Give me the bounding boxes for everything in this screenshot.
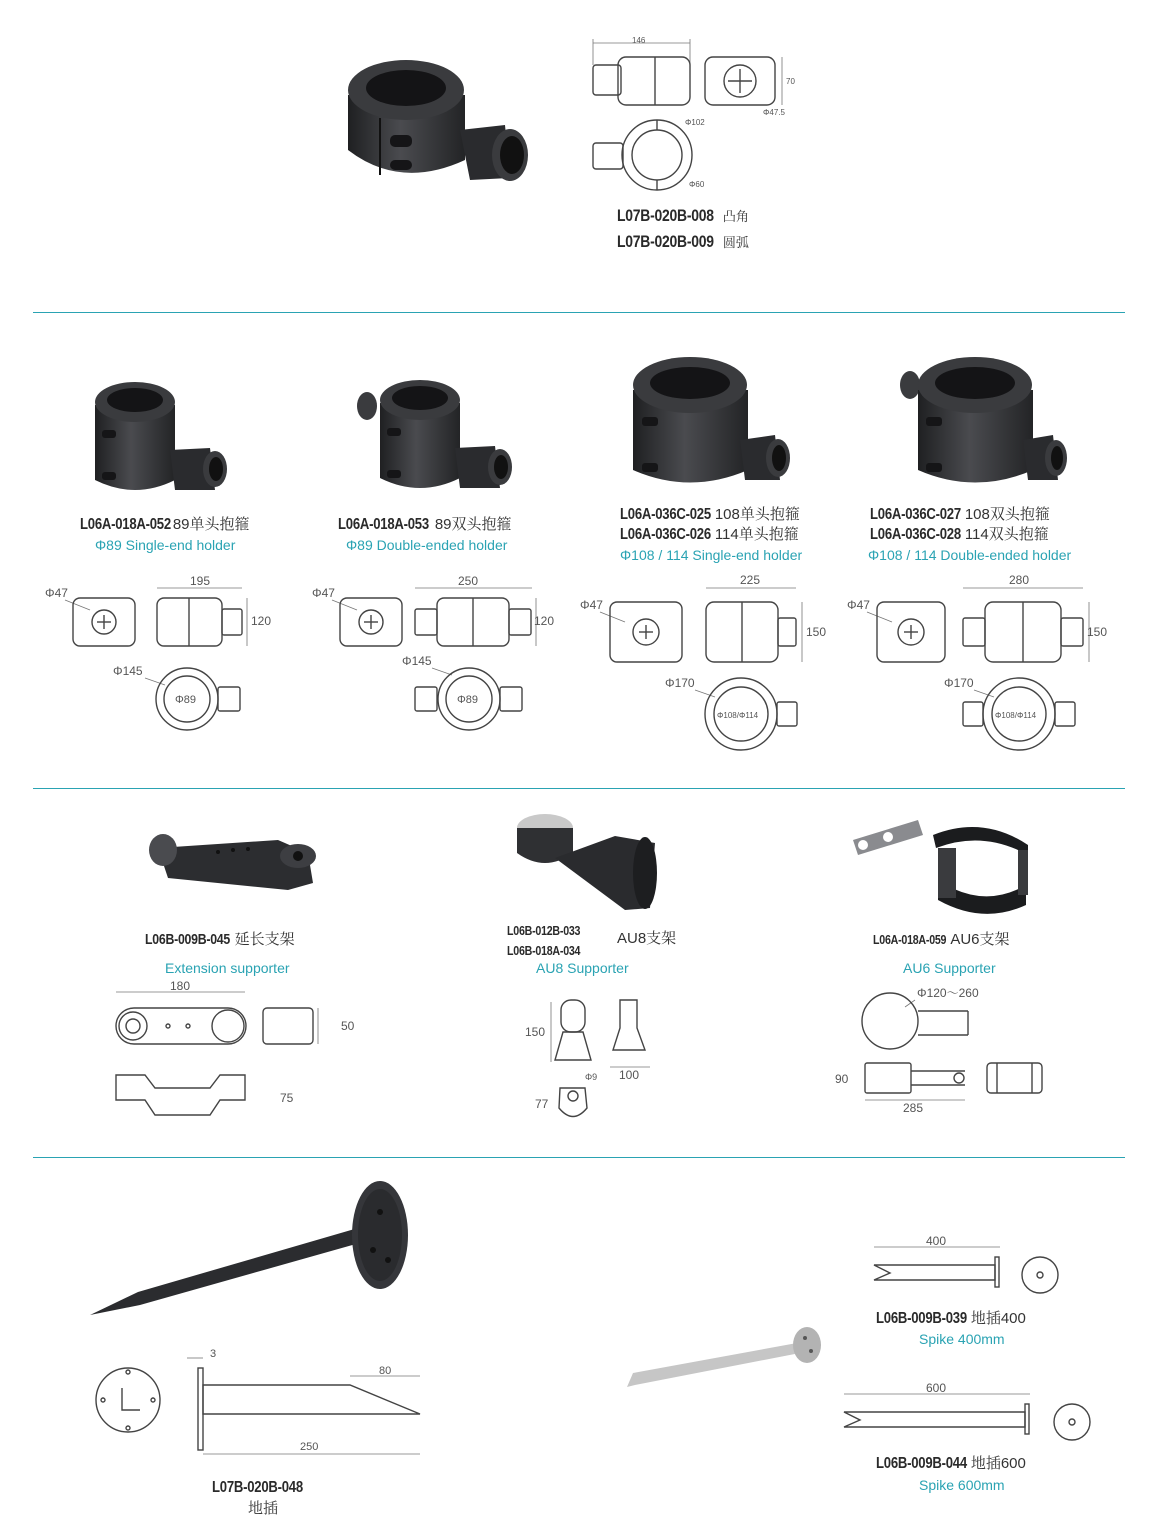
dim-d47: Φ47 xyxy=(580,598,603,612)
top-dim-47: Φ47.5 xyxy=(763,108,785,117)
top-drawing xyxy=(585,35,800,195)
spike-600-label xyxy=(876,1454,1026,1473)
spike-400-en: Spike 400mm xyxy=(919,1331,1005,1347)
dim-height: 150 xyxy=(525,1025,546,1039)
top-product-image xyxy=(340,50,540,200)
dim-tip: 80 xyxy=(379,1365,392,1377)
product-name-cn: 89双头抱箍 xyxy=(434,516,512,533)
product-name-cn: 114单头抱箍 xyxy=(714,526,799,543)
support-1-drawing xyxy=(110,980,370,1130)
product-code: L06A-018A-053 xyxy=(338,516,429,533)
section-divider xyxy=(33,312,1125,313)
product-name-cn: 108单头抱箍 xyxy=(714,506,800,523)
product-code: L06B-009B-045 xyxy=(145,931,231,948)
support-1-en: Extension supporter xyxy=(165,960,290,976)
dim-height: 120 xyxy=(251,614,272,628)
dim-outer: Φ145 xyxy=(402,654,432,668)
dim-outer: Φ170 xyxy=(665,676,695,690)
spike-400-drawing xyxy=(870,1235,1070,1295)
dim-inner: Φ108/Φ114 xyxy=(995,711,1037,720)
dim-outer: Φ170 xyxy=(944,676,974,690)
product-code: L06A-036C-028 xyxy=(870,526,961,543)
product-name-cn: 地插400 xyxy=(970,1310,1026,1327)
holder-image-3 xyxy=(630,355,790,495)
au8-support-image xyxy=(515,808,665,913)
dim-height: 150 xyxy=(1087,625,1108,639)
product-name-cn: AU6支架 xyxy=(950,931,1010,948)
holder-4-label-a xyxy=(870,505,1050,524)
dim-d47: Φ47 xyxy=(45,586,68,600)
holder-3-label-a xyxy=(620,505,800,524)
top-dim-60: Φ60 xyxy=(689,180,705,189)
product-name-cn: 圆弧 xyxy=(722,235,749,250)
holder-3-label-b xyxy=(620,525,799,544)
dim-hole: Φ9 xyxy=(585,1072,598,1082)
dim-width: 195 xyxy=(190,574,211,588)
section-divider xyxy=(33,1157,1125,1158)
support-2-en: AU8 Supporter xyxy=(536,960,629,976)
support-2-code-b xyxy=(507,941,596,960)
holder-4-drawing xyxy=(847,572,1117,757)
dim-width: 250 xyxy=(458,574,479,588)
spike-main-code xyxy=(212,1478,323,1497)
dim-side: 75 xyxy=(280,1091,294,1105)
support-2-cn: AU8支架 xyxy=(617,930,677,947)
product-code: L06A-036C-027 xyxy=(870,506,961,523)
dim-d47: Φ47 xyxy=(847,598,870,612)
spike-600-en: Spike 600mm xyxy=(919,1477,1005,1493)
top-code-line-2 xyxy=(617,233,749,252)
product-code: L06B-009B-044 xyxy=(876,1455,967,1472)
extension-support-image xyxy=(148,828,328,898)
holder-2-label xyxy=(338,515,548,534)
product-name-cn: 地插600 xyxy=(970,1455,1026,1472)
spike-main-image xyxy=(88,1180,418,1320)
dim-inner: Φ89 xyxy=(457,694,479,706)
product-code: L07B-020B-008 xyxy=(617,206,714,225)
spike-main-cn: 地插 xyxy=(248,1500,279,1517)
dim-height: 50 xyxy=(341,1019,355,1033)
dim-height: 120 xyxy=(534,614,555,628)
top-dim-102: Φ102 xyxy=(685,118,705,127)
dim-height: 90 xyxy=(835,1072,849,1086)
product-name-cn: 114双头抱箍 xyxy=(964,526,1049,543)
product-name-cn: 延长支架 xyxy=(234,931,295,948)
support-1-label xyxy=(145,930,295,949)
support-2-drawing xyxy=(525,990,675,1130)
product-code: L06B-009B-039 xyxy=(876,1310,967,1327)
holder-image-1 xyxy=(90,380,230,500)
holder-image-4 xyxy=(898,355,1063,495)
dim-width: 280 xyxy=(1009,573,1030,587)
dim-width: 225 xyxy=(740,573,761,587)
holder-1-en: Φ89 Single-end holder xyxy=(95,537,236,553)
top-dim-146: 146 xyxy=(632,36,646,45)
dim-len: 250 xyxy=(300,1441,319,1453)
spike-main-drawing xyxy=(95,1350,435,1460)
product-code: L07B-020B-009 xyxy=(617,232,714,251)
holder-4-en: Φ108 / 114 Double-ended holder xyxy=(868,547,1072,563)
holder-2-en: Φ89 Double-ended holder xyxy=(346,537,508,553)
top-code-line-1 xyxy=(617,207,749,226)
dim-range: Φ120～260 xyxy=(917,986,979,1000)
support-2-code-a xyxy=(507,921,596,940)
dim-inner: Φ108/Φ114 xyxy=(717,711,759,720)
product-code: L06A-036C-026 xyxy=(620,526,711,543)
top-dim-70: 70 xyxy=(786,77,795,86)
product-name-cn: 凸角 xyxy=(722,209,749,224)
support-3-drawing xyxy=(835,985,1065,1115)
support-3-en: AU6 Supporter xyxy=(903,960,996,976)
spike-400-label xyxy=(876,1309,1026,1328)
dim-base: 77 xyxy=(535,1097,549,1111)
product-code: L06A-036C-025 xyxy=(620,506,711,523)
dim-t: 3 xyxy=(210,1348,217,1360)
dim-len: 400 xyxy=(926,1234,947,1248)
dim-width: 100 xyxy=(619,1068,640,1082)
au6-support-image xyxy=(848,810,1038,920)
dim-length: 285 xyxy=(903,1101,924,1115)
holder-1-drawing xyxy=(45,575,285,755)
dim-len: 600 xyxy=(926,1381,947,1395)
holder-3-drawing xyxy=(580,572,840,757)
product-code: L06A-018A-052 xyxy=(80,516,171,533)
product-code: L06A-018A-059 xyxy=(873,932,947,947)
dim-inner: Φ89 xyxy=(175,694,197,706)
holder-2-drawing xyxy=(312,575,562,755)
support-3-label xyxy=(873,930,1010,949)
dim-d47: Φ47 xyxy=(312,586,335,600)
holder-1-label xyxy=(80,515,280,534)
product-code: L06B-012B-033 xyxy=(507,923,581,938)
holder-3-en: Φ108 / 114 Single-end holder xyxy=(620,547,803,563)
product-name-cn: 89单头抱箍 xyxy=(172,516,250,533)
holder-image-2 xyxy=(355,378,520,498)
spike-600-drawing xyxy=(840,1382,1100,1442)
holder-4-label-b xyxy=(870,525,1049,544)
section-divider xyxy=(33,788,1125,789)
spike-small-image xyxy=(625,1325,825,1395)
dim-length: 180 xyxy=(170,979,191,993)
product-code: L07B-020B-048 xyxy=(212,1479,303,1496)
dim-outer: Φ145 xyxy=(113,664,143,678)
product-code: L06B-018A-034 xyxy=(507,943,581,958)
dim-height: 150 xyxy=(806,625,827,639)
product-name-cn: 108双头抱箍 xyxy=(964,506,1050,523)
